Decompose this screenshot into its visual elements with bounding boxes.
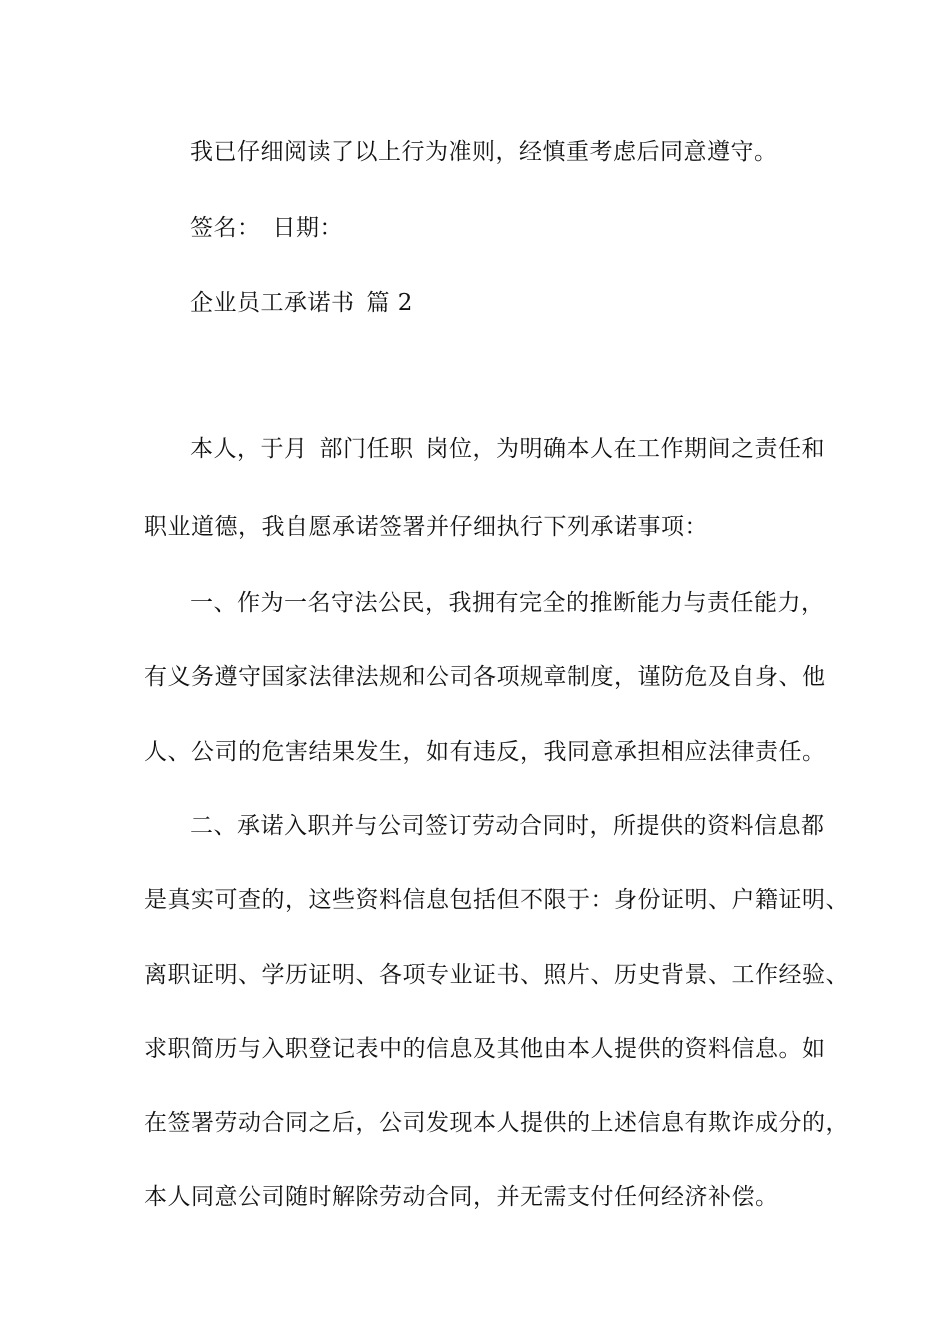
intro-line-1 [190, 434, 825, 464]
intro-prefix: 本人，于月 [190, 436, 308, 462]
item2-line-3: 离职证明、学历证明、各项专业证书、照片、历史背景、工作经验、 [144, 962, 849, 988]
item2-line-4: 求职简历与入职登记表中的信息及其他由本人提供的资料信息。如 [144, 1036, 826, 1062]
section-title-line [190, 288, 413, 318]
item1-line-1: 一、作为一名守法公民，我拥有完全的推断能力与责任能力， [190, 590, 825, 616]
item2-line-1: 二、承诺入职并与公司签订劳动合同时，所提供的资料信息都 [190, 813, 825, 839]
item2-line-2: 是真实可查的，这些资料信息包括但不限于：身份证明、户籍证明、 [144, 887, 849, 913]
intro-dept: 部门任职 [319, 436, 414, 462]
date-label: 日期： [272, 215, 343, 241]
signature-label: 签名： [190, 215, 261, 241]
section-title: 企业员工承诺书 [190, 290, 355, 316]
intro-rest: 岗位，为明确本人在工作期间之责任和 [425, 436, 825, 462]
item2-line-6: 本人同意公司随时解除劳动合同，并无需支付任何经济补偿。 [144, 1184, 779, 1210]
section-part: 篇 2 [366, 290, 413, 316]
item1-line-2: 有义务遵守国家法律法规和公司各项规章制度，谨防危及自身、他 [144, 664, 826, 690]
acknowledgement-line: 我已仔细阅读了以上行为准则，经慎重考虑后同意遵守。 [190, 139, 778, 165]
item2-line-5: 在签署劳动合同之后，公司发现本人提供的上述信息有欺诈成分的， [144, 1110, 849, 1136]
signature-date-line [190, 213, 343, 243]
item1-line-3: 人、公司的危害结果发生，如有违反，我同意承担相应法律责任。 [144, 739, 826, 765]
intro-line-2: 职业道德，我自愿承诺签署并仔细执行下列承诺事项： [144, 514, 708, 540]
